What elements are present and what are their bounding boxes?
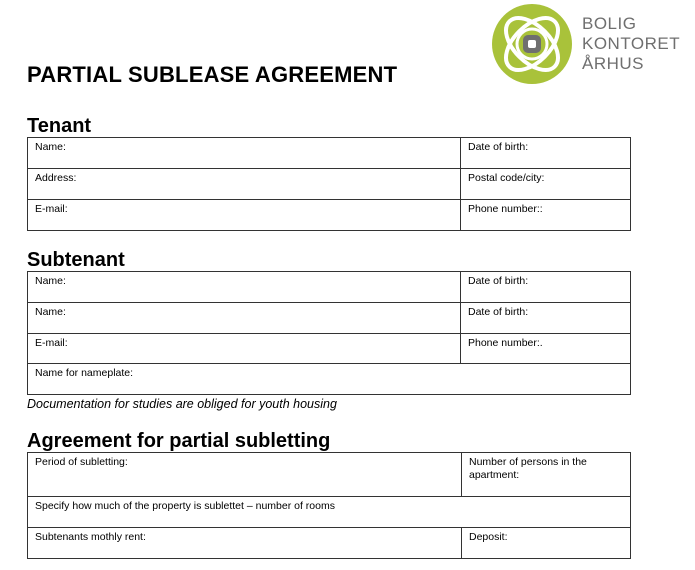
agreement-heading: Agreement for partial subletting xyxy=(27,430,331,452)
logo-line-3: ÅRHUS xyxy=(582,54,645,73)
sublet-period-label: Period of subletting: xyxy=(35,456,128,468)
youth-housing-note: Documentation for studies are obliged for youth housing xyxy=(27,397,337,411)
logo-line-1: BOLIG xyxy=(582,14,637,33)
subtenant-dob-1-label: Date of birth: xyxy=(468,275,529,287)
subtenant-phone-field[interactable] xyxy=(461,334,631,364)
subtenant-dob-2-label: Date of birth: xyxy=(468,306,529,318)
subtenant-nameplate-label: Name for nameplate: xyxy=(35,367,134,379)
tenant-dob-field[interactable] xyxy=(461,138,631,169)
deposit-label: Deposit: xyxy=(469,531,508,543)
subtenant-email-field[interactable] xyxy=(28,334,461,364)
tenant-address-label: Address: xyxy=(35,172,77,184)
monthly-rent-label: Subtenants mothly rent: xyxy=(35,531,146,543)
subtenant-dob-1-field[interactable] xyxy=(461,272,631,303)
subtenant-table xyxy=(27,271,631,395)
subtenant-nameplate-field[interactable] xyxy=(28,364,631,395)
subtenant-dob-2-field[interactable] xyxy=(461,303,631,334)
subtenant-heading: Subtenant xyxy=(27,249,125,271)
rooms-label: Specify how much of the property is sublettet – number of rooms xyxy=(35,500,335,512)
deposit-field[interactable] xyxy=(462,528,631,559)
tenant-phone-field[interactable] xyxy=(461,200,631,231)
subtenant-name-1-label: Name: xyxy=(35,275,66,287)
tenant-address-field[interactable] xyxy=(28,169,461,200)
sublet-period-field[interactable] xyxy=(28,453,462,497)
subtenant-name-1-field[interactable] xyxy=(28,272,461,303)
tenant-email-field[interactable] xyxy=(28,200,461,231)
agreement-table xyxy=(27,452,631,559)
logo-line-2: KONTORET xyxy=(582,34,681,53)
logo xyxy=(486,2,686,86)
tenant-heading: Tenant xyxy=(27,115,92,137)
tenant-dob-label: Date of birth: xyxy=(468,141,529,153)
tenant-postal-field[interactable] xyxy=(461,169,631,200)
logo-text xyxy=(582,14,680,74)
tenant-postal-label: Postal code/city: xyxy=(468,172,545,184)
subtenant-phone-label: Phone number:. xyxy=(468,337,543,349)
persons-count-field[interactable] xyxy=(462,453,631,497)
tenant-table xyxy=(27,137,631,231)
monthly-rent-field[interactable] xyxy=(28,528,462,559)
tenant-phone-label: Phone number:: xyxy=(468,203,543,215)
tenant-email-label: E-mail: xyxy=(35,203,68,215)
tenant-name-label: Name: xyxy=(35,141,66,153)
subtenant-name-2-label: Name: xyxy=(35,306,66,318)
rooms-field[interactable] xyxy=(28,497,631,528)
tenant-name-field[interactable] xyxy=(28,138,461,169)
persons-count-label: Number of persons in the apartment: xyxy=(469,456,587,481)
subtenant-email-label: E-mail: xyxy=(35,337,68,349)
subtenant-name-2-field[interactable] xyxy=(28,303,461,334)
document-title: PARTIAL SUBLEASE AGREEMENT xyxy=(27,62,398,87)
logo-emblem-icon xyxy=(486,2,580,86)
